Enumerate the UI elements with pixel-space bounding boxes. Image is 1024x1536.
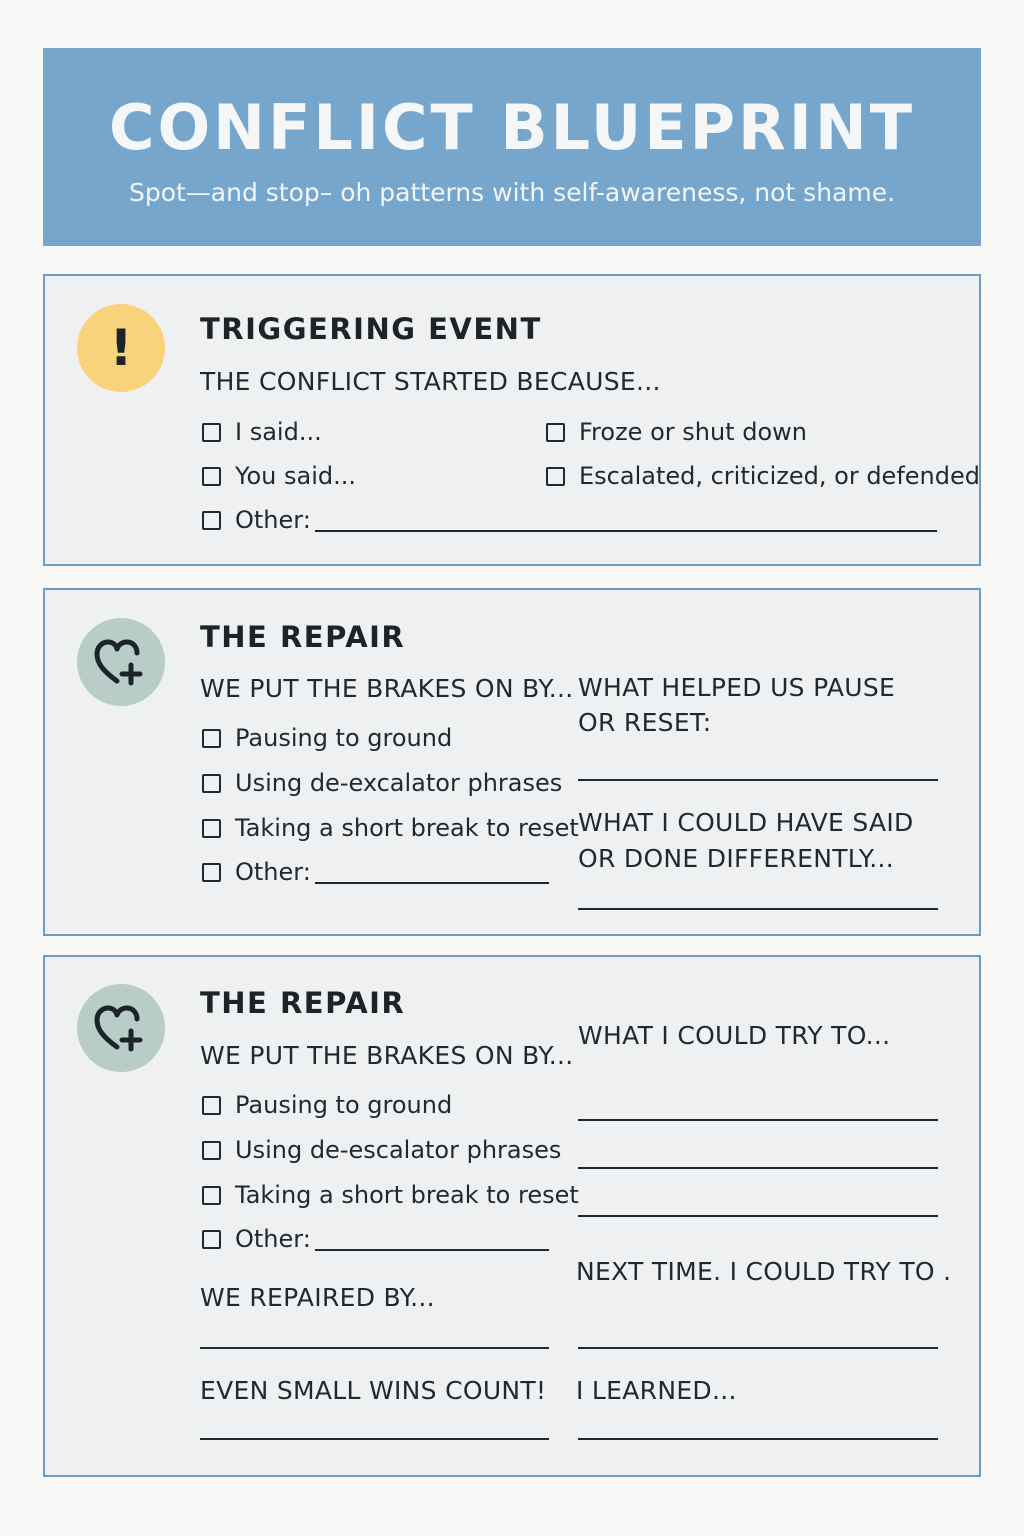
exclamation-icon	[77, 304, 165, 392]
checkbox-box[interactable]	[202, 1141, 221, 1160]
right-prompt-pause: WHAT HELPED US PAUSE	[578, 673, 896, 702]
triggering-event-card	[43, 274, 981, 566]
heart-plus-glyph	[93, 1003, 149, 1053]
checkbox-label: You said...	[235, 462, 356, 490]
checkbox-break[interactable]	[202, 1181, 579, 1209]
write-line[interactable]	[578, 1215, 938, 1217]
exclamation-glyph: !	[109, 319, 133, 377]
heart-plus-icon	[77, 618, 165, 706]
repaired-prompt: WE REPAIRED BY...	[200, 1283, 435, 1312]
checkbox-label: Using de-escalator phrases	[235, 1136, 562, 1164]
page-title: CONFLICT BLUEPRINT	[108, 91, 916, 164]
write-line[interactable]	[578, 779, 938, 781]
checkbox-box[interactable]	[202, 774, 221, 793]
heart-plus-icon	[77, 984, 165, 1072]
checkbox-box[interactable]	[202, 1230, 221, 1249]
checkbox-other[interactable]	[202, 1225, 311, 1253]
checkbox-other[interactable]	[202, 506, 311, 534]
small-wins-text: EVEN SMALL WINS COUNT!	[200, 1376, 547, 1405]
checkbox-label: Froze or shut down	[579, 418, 807, 446]
checkbox-escalated[interactable]	[546, 462, 980, 490]
write-line[interactable]	[200, 1438, 549, 1440]
checkbox-box[interactable]	[202, 423, 221, 442]
checkbox-pausing[interactable]	[202, 724, 452, 752]
header-banner	[43, 48, 981, 246]
checkbox-deescalator[interactable]	[202, 769, 562, 797]
checkbox-box[interactable]	[202, 1186, 221, 1205]
section-title: THE REPAIR	[200, 986, 406, 1020]
repair-card-2	[43, 955, 981, 1477]
other-write-line[interactable]	[315, 530, 937, 532]
checkbox-label: Using de-excalator phrases	[235, 769, 563, 797]
section-prompt: WE PUT THE BRAKES ON BY...	[200, 1041, 574, 1070]
checkbox-label: Pausing to ground	[235, 1091, 453, 1119]
checkbox-label: Taking a short break to reset	[235, 1181, 579, 1209]
heart-plus-glyph	[93, 637, 149, 687]
write-line[interactable]	[578, 1438, 938, 1440]
checkbox-box[interactable]	[202, 729, 221, 748]
checkbox-label: I said...	[235, 418, 322, 446]
checkbox-box[interactable]	[202, 819, 221, 838]
write-line[interactable]	[578, 1347, 938, 1349]
checkbox-label: Other:	[235, 858, 311, 886]
checkbox-you-said[interactable]	[202, 462, 356, 490]
write-line[interactable]	[578, 1119, 938, 1121]
checkbox-label: Other:	[235, 506, 311, 534]
checkbox-box[interactable]	[202, 863, 221, 882]
checkbox-box[interactable]	[546, 423, 565, 442]
section-title: TRIGGERING EVENT	[200, 312, 542, 346]
section-prompt: WE PUT THE BRAKES ON BY...	[200, 674, 574, 703]
right-prompt-pause-2: OR RESET:	[578, 708, 712, 737]
right-prompt-next-time: NEXT TIME. I COULD TRY TO .	[576, 1257, 952, 1286]
checkbox-box[interactable]	[546, 467, 565, 486]
other-write-line[interactable]	[315, 882, 549, 884]
repair-card-1	[43, 588, 981, 936]
write-line[interactable]	[578, 908, 938, 910]
section-prompt: THE CONFLICT STARTED BECAUSE...	[200, 367, 661, 396]
checkbox-froze[interactable]	[546, 418, 807, 446]
checkbox-box[interactable]	[202, 1096, 221, 1115]
right-prompt-try: WHAT I COULD TRY TO...	[578, 1021, 891, 1050]
checkbox-box[interactable]	[202, 467, 221, 486]
checkbox-label: Escalated, criticized, or defended	[579, 462, 980, 490]
checkbox-deescalator[interactable]	[202, 1136, 561, 1164]
other-write-line[interactable]	[315, 1249, 549, 1251]
checkbox-i-said[interactable]	[202, 418, 322, 446]
write-line[interactable]	[578, 1167, 938, 1169]
right-prompt-differently-2: OR DONE DIFFERENTLY...	[578, 844, 894, 873]
checkbox-other[interactable]	[202, 858, 311, 886]
checkbox-break[interactable]	[202, 814, 579, 842]
right-prompt-differently: WHAT I COULD HAVE SAID	[578, 808, 914, 837]
checkbox-label: Pausing to ground	[235, 724, 453, 752]
right-prompt-learned: I LEARNED...	[576, 1376, 737, 1405]
section-title: THE REPAIR	[200, 620, 406, 654]
page-subtitle: Spot—and stop– oh patterns with self-awareness, not shame.	[128, 178, 896, 207]
checkbox-box[interactable]	[202, 511, 221, 530]
write-line[interactable]	[200, 1347, 549, 1349]
checkbox-label: Taking a short break to reset	[235, 814, 579, 842]
checkbox-pausing[interactable]	[202, 1091, 452, 1119]
checkbox-label: Other:	[235, 1225, 311, 1253]
